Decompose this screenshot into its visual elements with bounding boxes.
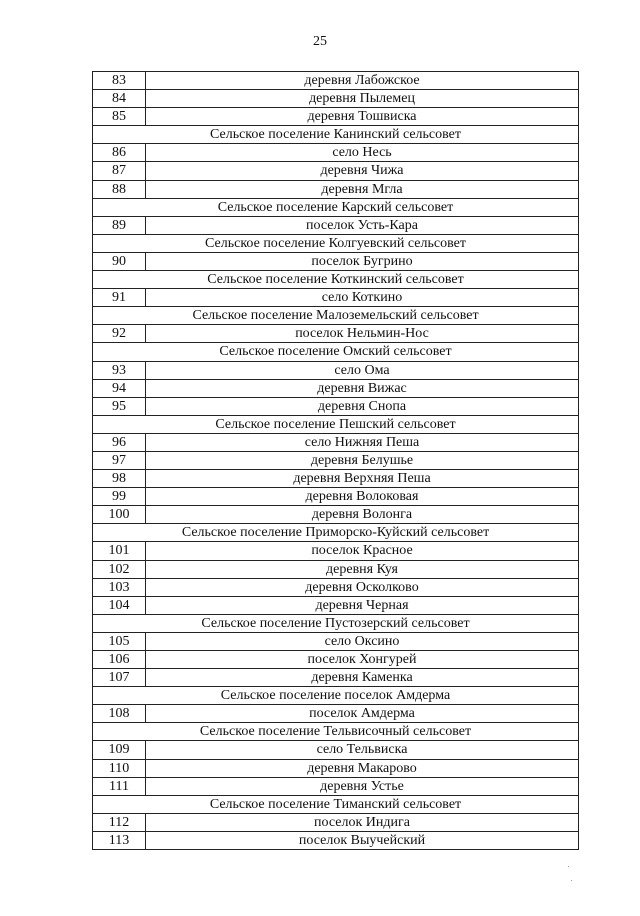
settlement-name: село Ома xyxy=(146,362,579,379)
row-number: 106 xyxy=(93,651,146,668)
settlement-name: деревня Осколково xyxy=(146,579,579,596)
settlement-name: село Несь xyxy=(146,144,579,161)
row-number: 110 xyxy=(93,760,146,777)
table-row xyxy=(93,72,579,90)
section-header-row xyxy=(93,796,579,814)
settlement-name: деревня Мгла xyxy=(146,181,579,198)
settlement-name: деревня Верхняя Пеша xyxy=(146,470,579,487)
settlements-table xyxy=(92,71,579,850)
table-row xyxy=(93,108,579,126)
settlement-name: село Тельвиска xyxy=(146,741,579,758)
table-row xyxy=(93,452,579,470)
section-header-row xyxy=(93,235,579,253)
table-row xyxy=(93,760,579,778)
section-title: Сельское поселение Омский сельсовет xyxy=(93,343,579,360)
table-row xyxy=(93,362,579,380)
settlement-name: деревня Устье xyxy=(146,778,579,795)
table-row xyxy=(93,470,579,488)
settlement-name: поселок Нельмин-Нос xyxy=(146,325,579,342)
section-title: Сельское поселение Карский сельсовет xyxy=(93,199,579,216)
row-number: 107 xyxy=(93,669,146,686)
table-row xyxy=(93,488,579,506)
row-number: 98 xyxy=(93,470,146,487)
settlement-name: деревня Каменка xyxy=(146,669,579,686)
settlement-name: деревня Лабожское xyxy=(146,72,579,89)
section-title: Сельское поселение поселок Амдерма xyxy=(93,687,579,704)
section-header-row xyxy=(93,343,579,361)
table-row xyxy=(93,542,579,560)
table-row xyxy=(93,705,579,723)
settlement-name: поселок Усть-Кара xyxy=(146,217,579,234)
row-number: 100 xyxy=(93,506,146,523)
section-header-row xyxy=(93,199,579,217)
section-header-row xyxy=(93,524,579,542)
row-number: 113 xyxy=(93,832,146,849)
table-row xyxy=(93,90,579,108)
section-title: Сельское поселение Тиманский сельсовет xyxy=(93,796,579,813)
scan-speck xyxy=(571,880,572,881)
settlement-name: деревня Волоковая xyxy=(146,488,579,505)
section-header-row xyxy=(93,723,579,741)
row-number: 95 xyxy=(93,398,146,415)
row-number: 103 xyxy=(93,579,146,596)
section-header-row xyxy=(93,615,579,633)
row-number: 90 xyxy=(93,253,146,270)
row-number: 112 xyxy=(93,814,146,831)
row-number: 85 xyxy=(93,108,146,125)
table-row xyxy=(93,651,579,669)
table-row xyxy=(93,814,579,832)
table-row xyxy=(93,506,579,524)
table-row xyxy=(93,434,579,452)
row-number: 91 xyxy=(93,289,146,306)
settlement-name: поселок Амдерма xyxy=(146,705,579,722)
page-number: 25 xyxy=(313,34,327,49)
settlement-name: деревня Чижа xyxy=(146,162,579,179)
settlement-name: поселок Красное xyxy=(146,542,579,559)
table-row xyxy=(93,669,579,687)
row-number: 96 xyxy=(93,434,146,451)
row-number: 97 xyxy=(93,452,146,469)
settlement-name: деревня Черная xyxy=(146,597,579,614)
table-row xyxy=(93,398,579,416)
settlement-name: деревня Волонга xyxy=(146,506,579,523)
section-header-row xyxy=(93,307,579,325)
table-row xyxy=(93,741,579,759)
row-number: 99 xyxy=(93,488,146,505)
row-number: 87 xyxy=(93,162,146,179)
table-row xyxy=(93,597,579,615)
settlement-name: поселок Индига xyxy=(146,814,579,831)
row-number: 111 xyxy=(93,778,146,795)
row-number: 104 xyxy=(93,597,146,614)
row-number: 101 xyxy=(93,542,146,559)
settlement-name: деревня Куя xyxy=(146,561,579,578)
table-row xyxy=(93,579,579,597)
settlement-name: деревня Вижас xyxy=(146,380,579,397)
table-row xyxy=(93,217,579,235)
row-number: 94 xyxy=(93,380,146,397)
table-row xyxy=(93,289,579,307)
row-number: 92 xyxy=(93,325,146,342)
settlement-name: село Оксино xyxy=(146,633,579,650)
section-title: Сельское поселение Малоземельский сельсовет xyxy=(93,307,579,324)
row-number: 83 xyxy=(93,72,146,89)
row-number: 108 xyxy=(93,705,146,722)
section-title: Сельское поселение Пустозерский сельсовет xyxy=(93,615,579,632)
table-row xyxy=(93,832,579,850)
row-number: 88 xyxy=(93,181,146,198)
settlement-name: поселок Выучейский xyxy=(146,832,579,849)
section-title: Сельское поселение Приморско-Куйский сельсовет xyxy=(93,524,579,541)
settlement-name: деревня Макарово xyxy=(146,760,579,777)
table-row xyxy=(93,778,579,796)
settlement-name: поселок Бугрино xyxy=(146,253,579,270)
section-title: Сельское поселение Тельвисочный сельсовет xyxy=(93,723,579,740)
settlement-name: село Коткино xyxy=(146,289,579,306)
row-number: 102 xyxy=(93,561,146,578)
settlement-name: деревня Пылемец xyxy=(146,90,579,107)
row-number: 109 xyxy=(93,741,146,758)
settlement-name: деревня Тошвиска xyxy=(146,108,579,125)
settlement-name: поселок Хонгурей xyxy=(146,651,579,668)
section-header-row xyxy=(93,126,579,144)
settlement-name: село Нижняя Пеша xyxy=(146,434,579,451)
section-title: Сельское поселение Колгуевский сельсовет xyxy=(93,235,579,252)
table-row xyxy=(93,380,579,398)
table-row xyxy=(93,144,579,162)
section-title: Сельское поселение Пешский сельсовет xyxy=(93,416,579,433)
table-row xyxy=(93,253,579,271)
section-header-row xyxy=(93,416,579,434)
table-row xyxy=(93,325,579,343)
table-row xyxy=(93,561,579,579)
section-title: Сельское поселение Канинский сельсовет xyxy=(93,126,579,143)
row-number: 105 xyxy=(93,633,146,650)
table-row xyxy=(93,162,579,180)
section-header-row xyxy=(93,687,579,705)
row-number: 93 xyxy=(93,362,146,379)
scan-speck xyxy=(568,866,569,867)
table-row xyxy=(93,181,579,199)
table-row xyxy=(93,633,579,651)
section-title: Сельское поселение Коткинский сельсовет xyxy=(93,271,579,288)
row-number: 84 xyxy=(93,90,146,107)
row-number: 89 xyxy=(93,217,146,234)
row-number: 86 xyxy=(93,144,146,161)
settlement-name: деревня Белушье xyxy=(146,452,579,469)
section-header-row xyxy=(93,271,579,289)
settlement-name: деревня Снопа xyxy=(146,398,579,415)
